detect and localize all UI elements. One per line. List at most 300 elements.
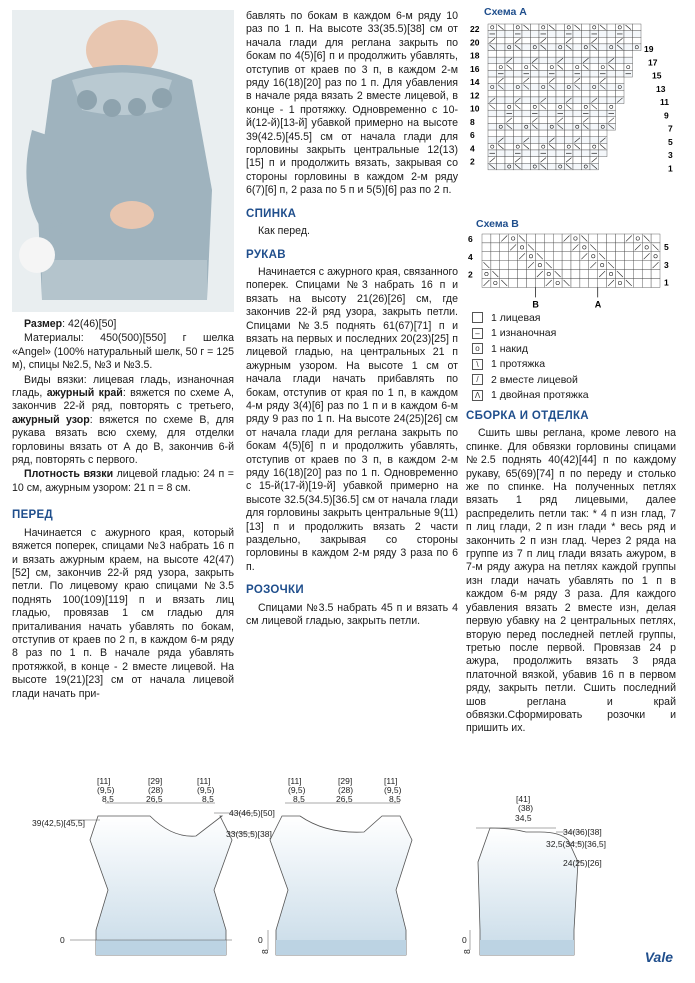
size-value: : 42(46)[50]	[62, 318, 117, 330]
scheme-a-cell	[514, 57, 523, 64]
scheme-a-cell	[488, 123, 497, 130]
scheme-a-cell	[565, 51, 574, 58]
scheme-a-cell	[497, 150, 506, 157]
scheme-a-cell	[582, 137, 591, 144]
scheme-a-cell	[522, 104, 531, 111]
scheme-b-cell	[598, 261, 607, 270]
back-zero: 0	[258, 935, 263, 945]
front-top-right-1: [11]	[197, 776, 211, 786]
scheme-a-cell	[531, 90, 540, 97]
scheme-a-cell	[514, 90, 523, 97]
scheme-b-cell	[624, 252, 633, 261]
scheme-b-cell	[589, 234, 598, 243]
scheme-a-cell	[539, 123, 548, 130]
scheme-a-cell	[514, 24, 523, 31]
sleeve-top-2: (38)	[518, 803, 534, 813]
scheme-a-side-label: 9	[664, 110, 669, 121]
legend-label: 2 вместе лицевой	[491, 373, 578, 386]
back-top-center-3: 26,5	[336, 794, 353, 804]
scheme-b-cell	[633, 270, 642, 279]
scheme-b-cell	[482, 270, 491, 279]
roses-heading: РОЗОЧКИ	[246, 584, 304, 597]
scheme-a-row-label: 10	[470, 103, 480, 114]
scheme-a-row-label: 4	[470, 143, 475, 154]
scheme-a-cell	[522, 163, 531, 170]
scheme-a-chart	[468, 20, 690, 217]
scheme-b-cell	[651, 270, 660, 279]
scheme-b-cell	[518, 270, 527, 279]
scheme-a-cell	[556, 157, 565, 164]
scheme-a-cell	[531, 51, 540, 58]
front-diagram	[70, 803, 255, 955]
front-top-right-2: (9,5)	[197, 785, 215, 795]
scheme-a-cell	[539, 90, 548, 97]
back-heading: СПИНКА	[246, 207, 297, 220]
scheme-b-cell	[616, 234, 625, 243]
scheme-a-cell	[633, 37, 642, 44]
scheme-a-cell	[565, 84, 574, 91]
scheme-a-cell	[539, 51, 548, 58]
front-top-left-3: 8,5	[102, 794, 114, 804]
legend-item	[470, 341, 589, 357]
scheme-a-cell	[497, 37, 506, 44]
scheme-b-cells	[482, 234, 660, 287]
legend-label: 1 изнаночная	[491, 327, 557, 340]
scheme-a-cell	[505, 44, 514, 51]
scheme-a-cell	[539, 117, 548, 124]
scheme-a-cell	[607, 24, 616, 31]
scheme-a-cell	[616, 24, 625, 31]
scheme-b-cell	[607, 270, 616, 279]
scheme-a-cell	[522, 31, 531, 38]
scheme-a-row-label: 14	[470, 77, 480, 88]
legend-label: 1 накид	[491, 342, 528, 355]
scheme-a-cell	[514, 110, 523, 117]
scheme-a-cell	[565, 130, 574, 137]
scheme-a-cell	[599, 44, 608, 51]
scheme-a-cell	[556, 137, 565, 144]
scheme-a-cell	[565, 117, 574, 124]
brand-signature: Vale	[644, 949, 673, 965]
scheme-a-cell	[573, 37, 582, 44]
scheme-b-cell	[544, 243, 553, 252]
scheme-b-cell	[651, 252, 660, 261]
scheme-a-cell	[599, 130, 608, 137]
scheme-a-cell	[539, 143, 548, 150]
scheme-b-cell	[642, 261, 651, 270]
scheme-a-cell	[556, 84, 565, 91]
scheme-b-cell	[589, 279, 598, 288]
scheme-b-cell	[482, 252, 491, 261]
scheme-a-cell	[522, 64, 531, 71]
scheme-a-cell	[488, 57, 497, 64]
scheme-a-cell	[565, 24, 574, 31]
scheme-b-cell	[580, 279, 589, 288]
scheme-b-cell	[527, 234, 536, 243]
scheme-a-cell	[497, 44, 506, 51]
scheme-a-cell	[522, 150, 531, 157]
scheme-a-cell	[590, 143, 599, 150]
scheme-b-cell	[553, 243, 562, 252]
scheme-a-cell	[573, 90, 582, 97]
density-text: Плотность вязки лицевой гладью: 24 п = 10 см, ажурным узором: 21 п = 8 см.	[12, 468, 234, 494]
scheme-a-cell	[616, 84, 625, 91]
scheme-a-cell	[607, 84, 616, 91]
scheme-a-cell	[607, 104, 616, 111]
scheme-b-chart	[466, 230, 676, 315]
scheme-a-cell	[514, 137, 523, 144]
scheme-a-cell	[573, 31, 582, 38]
scheme-a-cell	[616, 90, 625, 97]
scheme-a-cell	[548, 90, 557, 97]
legend-item	[470, 372, 589, 388]
scheme-a-cell	[573, 44, 582, 51]
scheme-a-cell	[590, 77, 599, 84]
scheme-a-row-label: 6	[470, 130, 475, 141]
back-top-right-1: [11]	[384, 776, 398, 786]
scheme-a-cell	[522, 44, 531, 51]
scheme-a-cell	[488, 77, 497, 84]
scheme-a-row-label: 20	[470, 37, 480, 48]
scheme-a-cell	[599, 57, 608, 64]
scheme-b-cell	[509, 279, 518, 288]
scheme-a-cell	[582, 84, 591, 91]
front-left-height: 39(42,5)[45,5]	[32, 818, 85, 828]
scheme-b-cell	[535, 279, 544, 288]
scheme-a-cell	[556, 44, 565, 51]
scheme-a-cell	[548, 57, 557, 64]
scheme-b-cell	[553, 279, 562, 288]
scheme-a-cell	[624, 51, 633, 58]
scheme-b-cell	[491, 234, 500, 243]
scheme-a-cell	[582, 31, 591, 38]
scheme-a-cells	[488, 24, 641, 170]
scheme-b-title: Схема В	[476, 218, 519, 230]
scheme-a-cell	[497, 104, 506, 111]
scheme-a-cell	[599, 31, 608, 38]
scheme-a-cell	[599, 51, 608, 58]
scheme-a-cell	[582, 143, 591, 150]
back-top-right-2: (9,5)	[384, 785, 402, 795]
front-top-center-2: (28)	[148, 785, 164, 795]
back-top-left-1: [11]	[288, 776, 302, 786]
scheme-a-cell	[556, 37, 565, 44]
legend-label: 1 двойная протяжка	[491, 389, 589, 402]
back-top-left-2: (9,5)	[288, 785, 306, 795]
scheme-b-cell	[482, 243, 491, 252]
scheme-a-cell	[539, 137, 548, 144]
scheme-a-cell	[488, 64, 497, 71]
front-top-right-3: 8,5	[202, 794, 214, 804]
scheme-b-cell	[491, 261, 500, 270]
scheme-a-cell	[616, 77, 625, 84]
scheme-a-cell	[556, 130, 565, 137]
scheme-b-cell	[527, 270, 536, 279]
scheme-a-cell	[556, 163, 565, 170]
scheme-a-cell	[573, 163, 582, 170]
scheme-b-cell	[535, 261, 544, 270]
scheme-a-cell	[556, 97, 565, 104]
scheme-a-cell	[573, 117, 582, 124]
scheme-a-cell	[531, 150, 540, 157]
scheme-a-row-label: 22	[470, 24, 480, 34]
scheme-a-cell	[590, 110, 599, 117]
legend	[470, 310, 589, 403]
legend-symbol-icon: \	[472, 359, 483, 370]
scheme-b-cell	[553, 234, 562, 243]
scheme-a-grid	[468, 20, 690, 212]
scheme-a-cell	[539, 24, 548, 31]
scheme-a-cell	[573, 110, 582, 117]
scheme-a-cell	[505, 157, 514, 164]
scheme-a-cell	[556, 70, 565, 77]
scheme-a-cell	[514, 77, 523, 84]
scheme-b-cell	[562, 243, 571, 252]
scheme-b-cell	[607, 252, 616, 261]
photo-illustration	[12, 10, 234, 312]
scheme-a-cell	[514, 70, 523, 77]
scheme-a-cell	[505, 77, 514, 84]
scheme-b-cell	[518, 279, 527, 288]
legend-label: 1 протяжка	[491, 358, 546, 371]
scheme-a-cell	[548, 37, 557, 44]
scheme-a-cell	[590, 117, 599, 124]
scheme-b-row-label: 4	[468, 251, 473, 262]
scheme-a-cell	[531, 77, 540, 84]
scheme-a-cell	[590, 51, 599, 58]
scheme-b-row-label: 6	[468, 234, 473, 244]
scheme-a-cell	[522, 117, 531, 124]
scheme-b-cell	[518, 261, 527, 270]
scheme-a-cell	[590, 90, 599, 97]
scheme-a-cell	[565, 70, 574, 77]
scheme-a-cell	[582, 37, 591, 44]
pattern-diagrams	[0, 770, 695, 983]
scheme-b-cell	[535, 234, 544, 243]
scheme-b-cell	[571, 261, 580, 270]
scheme-a-cell	[556, 24, 565, 31]
legend-symbol-icon: Λ	[472, 390, 483, 401]
scheme-b-cell	[535, 243, 544, 252]
front-zero: 0	[60, 935, 65, 945]
scheme-a-cell	[565, 110, 574, 117]
scheme-a-cell	[505, 97, 514, 104]
scheme-a-cell	[573, 51, 582, 58]
assembly-heading: СБОРКА И ОТДЕЛКА	[466, 410, 589, 422]
scheme-a-cell	[505, 31, 514, 38]
scheme-a-cell	[624, 64, 633, 71]
scheme-b-cell	[616, 261, 625, 270]
scheme-b-cell	[553, 252, 562, 261]
scheme-a-cell	[505, 37, 514, 44]
scheme-a-cell	[514, 117, 523, 124]
scheme-a-cell	[582, 70, 591, 77]
scheme-a-cell	[590, 70, 599, 77]
scheme-b-cell	[580, 261, 589, 270]
scheme-b-cell	[527, 279, 536, 288]
scheme-a-cell	[616, 70, 625, 77]
scheme-a-cell	[556, 51, 565, 58]
scheme-a-cell	[582, 51, 591, 58]
scheme-a-cell	[548, 31, 557, 38]
scheme-b-cell	[491, 243, 500, 252]
scheme-a-cell	[531, 163, 540, 170]
front-heading: ПЕРЕД	[12, 509, 53, 522]
scheme-a-cell	[548, 44, 557, 51]
scheme-a-cell	[599, 104, 608, 111]
scheme-b-cell	[491, 279, 500, 288]
back-top-left-3: 8,5	[293, 794, 305, 804]
scheme-a-side-label: 11	[660, 97, 669, 108]
scheme-a-cell	[582, 150, 591, 157]
scheme-a-cell	[548, 51, 557, 58]
sleeve-top-3: 34,5	[515, 813, 532, 823]
scheme-b-cell	[509, 252, 518, 261]
scheme-b-cell	[562, 252, 571, 261]
scheme-a-row-label: 8	[470, 116, 475, 127]
scheme-a-side-label: 5	[668, 136, 673, 147]
scheme-b-side-label: 5	[664, 242, 669, 252]
scheme-a-cell	[514, 64, 523, 71]
scheme-a-cell	[522, 97, 531, 104]
scheme-a-cell	[522, 110, 531, 117]
scheme-a-cell	[582, 24, 591, 31]
scheme-b-cell	[651, 234, 660, 243]
scheme-a-cell	[607, 70, 616, 77]
size-label: Размер	[24, 318, 63, 330]
scheme-b-row-label: 2	[468, 269, 473, 280]
sleeve-right-1: 34(36)[38]	[563, 827, 602, 837]
scheme-a-cell	[497, 64, 506, 71]
scheme-a-cell	[488, 24, 497, 31]
scheme-a-cell	[522, 130, 531, 137]
column-2	[246, 10, 458, 629]
scheme-b-cell	[633, 234, 642, 243]
scheme-a-cell	[599, 123, 608, 130]
scheme-a-cell	[531, 24, 540, 31]
scheme-a-cell	[531, 44, 540, 51]
scheme-a-cell	[505, 90, 514, 97]
scheme-a-cell	[582, 90, 591, 97]
scheme-b-cell	[571, 279, 580, 288]
scheme-b-cell	[624, 270, 633, 279]
scheme-a-cell	[539, 77, 548, 84]
scheme-a-cell	[531, 37, 540, 44]
scheme-a-cell	[548, 130, 557, 137]
scheme-a-cell	[590, 57, 599, 64]
scheme-b-cell	[616, 252, 625, 261]
scheme-a-cell	[497, 117, 506, 124]
legend-item	[470, 357, 589, 373]
scheme-a-cell	[590, 24, 599, 31]
scheme-a-cell	[590, 64, 599, 71]
scheme-a-cell	[522, 90, 531, 97]
scheme-a-row-label: 2	[470, 156, 475, 167]
scheme-a-cell	[573, 64, 582, 71]
scheme-b-cell	[571, 252, 580, 261]
scheme-b-cell	[527, 252, 536, 261]
scheme-a-side-label: 17	[648, 57, 658, 68]
scheme-a-side-label: 13	[656, 83, 666, 94]
scheme-a-cell	[522, 157, 531, 164]
scheme-b-cell	[500, 243, 509, 252]
scheme-a-cell	[548, 163, 557, 170]
scheme-b-cell	[562, 261, 571, 270]
scheme-b-cell	[509, 261, 518, 270]
scheme-a-cell	[582, 97, 591, 104]
scheme-a-cell	[497, 51, 506, 58]
scheme-a-cell	[548, 157, 557, 164]
scheme-a-cell	[573, 57, 582, 64]
scheme-b-cell	[544, 270, 553, 279]
scheme-a-cell	[607, 90, 616, 97]
scheme-a-row-label: 16	[470, 63, 480, 74]
legend-symbol-icon	[472, 312, 483, 323]
scheme-a-cell	[488, 137, 497, 144]
scheme-a-side-label: 19	[644, 44, 654, 54]
back-diagram	[268, 803, 412, 955]
scheme-a-cell	[497, 57, 506, 64]
scheme-a-cell	[582, 163, 591, 170]
scheme-a-cell	[633, 44, 642, 51]
scheme-a-cell	[522, 37, 531, 44]
scheme-a-cell	[599, 110, 608, 117]
front-top-center-3: 26,5	[146, 794, 163, 804]
scheme-a-cell	[497, 31, 506, 38]
scheme-b-cell	[500, 261, 509, 270]
sleeve-top-1: [41]	[516, 794, 531, 804]
scheme-b-cell	[491, 252, 500, 261]
scheme-a-cell	[599, 64, 608, 71]
scheme-a-side-label: 1	[668, 163, 673, 174]
scheme-a-cell	[505, 143, 514, 150]
front-top-left-1: [11]	[97, 776, 111, 786]
scheme-b-cell	[633, 279, 642, 288]
scheme-b-cell	[509, 270, 518, 279]
scheme-a-cell	[497, 163, 506, 170]
scheme-a-cell	[573, 130, 582, 137]
scheme-a-cell	[548, 104, 557, 111]
scheme-a-cell	[497, 123, 506, 130]
scheme-a-cell	[590, 84, 599, 91]
scheme-a-cell	[497, 157, 506, 164]
scheme-b-cell	[598, 279, 607, 288]
scheme-a-cell	[522, 57, 531, 64]
scheme-a-cell	[497, 97, 506, 104]
scheme-b-cell	[633, 252, 642, 261]
scheme-a-cell	[616, 64, 625, 71]
scheme-b-cell	[642, 243, 651, 252]
scheme-b-cell	[642, 270, 651, 279]
sleeve-hem: 8	[462, 949, 472, 954]
scheme-a-cell	[565, 64, 574, 71]
front-top-left-2: (9,5)	[97, 785, 115, 795]
scheme-a-cell	[488, 51, 497, 58]
scheme-b-cell	[616, 243, 625, 252]
assembly-text: Сшить швы реглана, кроме левого на спинке. Для обвязки горловины спицами №2.5 поднять 40(42)[44] п по каждому рукаву, 65(69)[74] п по переду и столько же по спинке. На полученных петлях вязать 1 ряд лицевыми, далее распределить петли так: * 4 п изн глад, 7 п лиц глади, 2 п изн глади * весь ряд и закончить 2 п изн глад. Через 2 ряда на группе из 7 п лиц глади вязать ажуром, в 7-м ряду ажура на петлях каждой группы изн глади начать убавлять по 1 п в каждом 6-м ряду 3 раза. Для каждого убавления вязать 2 вместе изн, делая первую убавку на 2 центральных петлях, вторую перед последней петлей группы, третью после первой. Провязав 24 р ажура, продолжить вязать 3 ряда платочной вязкой, убавив 16 п в первом ряду, закрыть петли. Сшить последний шов реглана и край обвязки.Сформировать розочки и пришить их.	[466, 427, 676, 735]
scheme-b-cell	[633, 261, 642, 270]
back-top-right-3: 8,5	[389, 794, 401, 804]
front-top-center-1: [29]	[148, 776, 163, 786]
scheme-b-cell	[500, 252, 509, 261]
scheme-a-cell	[505, 24, 514, 31]
scheme-a-cell	[624, 37, 633, 44]
scheme-a-cell	[616, 57, 625, 64]
legend-symbol-icon: /	[472, 374, 483, 385]
scheme-a-cell	[556, 104, 565, 111]
scheme-a-cell	[582, 77, 591, 84]
scheme-a-cell	[548, 97, 557, 104]
